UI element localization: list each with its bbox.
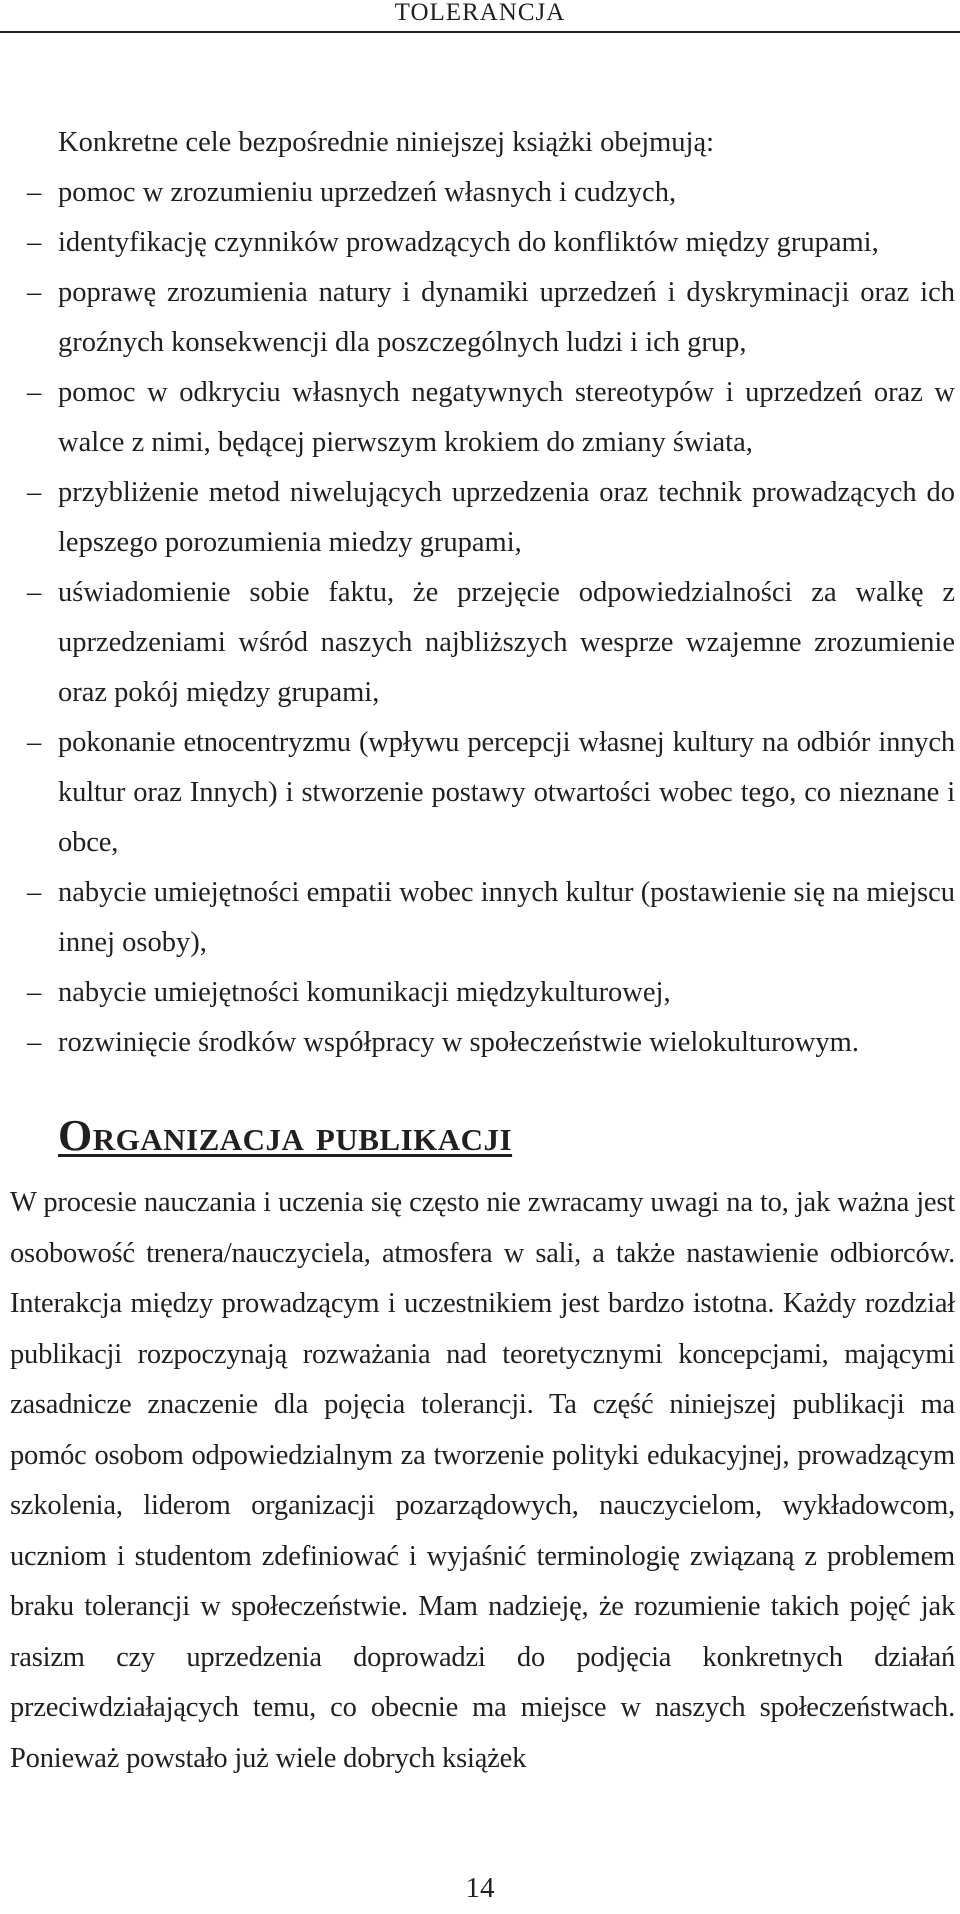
running-header (0, 0, 960, 33)
dash-bullet: – (27, 477, 42, 508)
list-item-text: pokonanie etnocentryzmu (wpływu percepcji własnej kultury na odbiór innych kultur oraz Innych) i stworzenie postawy otwartości wobec tego, co nieznane i obce, (58, 727, 955, 858)
list-item-text: rozwinięcie środków współpracy w społeczeństwie wielokulturowym. (58, 1027, 859, 1058)
list-item-text: nabycie umiejętności empatii wobec innych kultur (postawienie się na miejscu innej osoby), (58, 877, 955, 958)
list-item-text: przybliżenie metod niwelujących uprzedzenia oraz technik prowadzących do lepszego porozumienia miedzy grupami, (58, 477, 955, 558)
list-item-text: nabycie umiejętności komunikacji międzykulturowej, (58, 977, 671, 1008)
dash-bullet: – (27, 177, 42, 208)
dash-bullet: – (27, 277, 42, 308)
list-item (0, 868, 955, 968)
page-number: 14 (465, 1872, 495, 1904)
list-item (0, 218, 955, 268)
goals-list (0, 168, 955, 1068)
list-item-text: uświadomienie sobie faktu, że przejęcie odpowiedzialności za walkę z uprzedzeniami wśród naszych najbliższych wesprze wzajemne zrozumienie oraz pokój między grupami, (58, 577, 955, 708)
list-item (0, 1018, 955, 1068)
dash-bullet: – (27, 977, 42, 1008)
list-item (0, 168, 955, 218)
list-item (0, 368, 955, 468)
list-item (0, 268, 955, 368)
list-item (0, 718, 955, 868)
list-item-text: pomoc w odkryciu własnych negatywnych stereotypów i uprzedzeń oraz w walce z nimi, będącej pierwszym krokiem do zmiany świata, (58, 377, 955, 458)
dash-bullet: – (27, 1027, 42, 1058)
running-title: TOLERANCJA (394, 0, 566, 26)
section-body-paragraph: W procesie nauczania i uczenia się często nie zwracamy uwagi na to, jak ważna jest osobowość trenera/nauczyciela, atmosfera w sali, a także nastawienie odbiorców. Interakcja między prowadzącym i uczestnikiem jest bardzo istotna. Każdy rozdział publikacji rozpoczynają rozważania nad teoretycznymi koncepcjami, mającymi zasadnicze znaczenie dla pojęcia tolerancji. Ta część niniejszej publikacji ma pomóc osobom odpowiedzialnym za tworzenie polityki edukacyjnej, prowadzącym szkolenia, liderom organizacji pozarządowych, nauczycielom, wykładowcom, uczniom i studentom zdefiniować i wyjaśnić terminologię związaną z problemem braku tolerancji w społeczeństwie. Mam nadzieję, że rozumienie takich pojęć jak rasizm czy uprzedzenia doprowadzi do podjęcia konkretnych działań przeciwdziałających temu, co obecnie ma miejsce w naszych społeczeństwach. Ponieważ powstało już wiele dobrych książek (10, 1187, 955, 1774)
dash-bullet: – (27, 377, 42, 408)
list-item (0, 968, 955, 1018)
intro-lead: Konkretne cele bezpośrednie niniejszej książki obejmują: (58, 127, 715, 158)
list-item-text: identyfikację czynników prowadzących do konfliktów między grupami, (58, 227, 879, 258)
list-item-text: poprawę zrozumienia natury i dynamiki uprzedzeń i dyskryminacji oraz ich groźnych konsekwencji dla poszczególnych ludzi i ich grup, (58, 277, 955, 358)
section-heading: Organizacja publikacji (58, 1111, 513, 1160)
dash-bullet: – (27, 577, 42, 608)
dash-bullet: – (27, 877, 42, 908)
list-item (0, 568, 955, 718)
list-item-text: pomoc w zrozumieniu uprzedzeń własnych i cudzych, (58, 177, 677, 208)
list-item (0, 468, 955, 568)
dash-bullet: – (27, 727, 42, 758)
dash-bullet: – (27, 227, 42, 258)
